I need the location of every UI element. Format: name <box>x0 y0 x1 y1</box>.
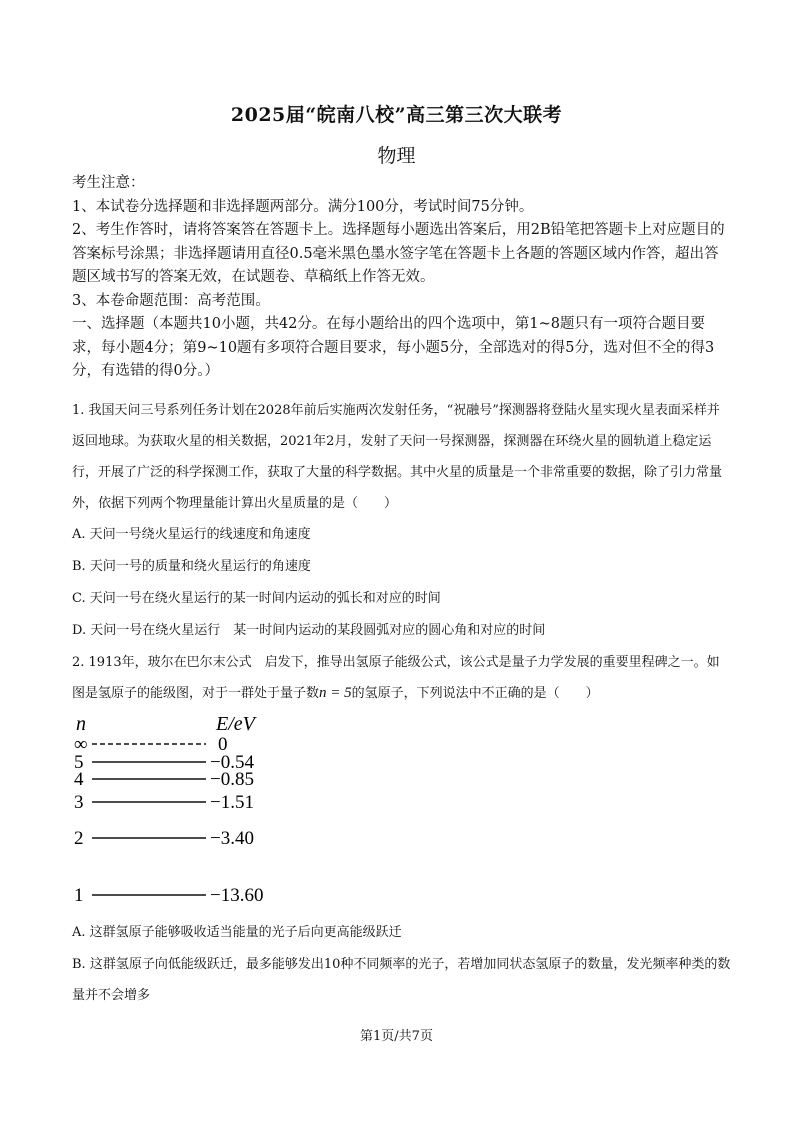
question-1-stem: 1. 我国天问三号系列任务计划在2028年前后实施两次发射任务，“祝融号”探测器将登陆火星实现火星表面采样并返回地球。为获取火星的相关数据，2021年2月，发射了天问一号探测器，探测器在环绕火星的圆轨道上稳定运行，开展了广泛的科学探测工作，获取了大量的科学数据。其中火星的质量是一个非常重要的数据，除了引力常量外，依据下列两个物理量能计算出火星质量的是（ ） <box>72 403 723 511</box>
page-number: 第1页/共7页 <box>360 1029 433 1044</box>
level-n-label: 2 <box>74 828 84 849</box>
level-energy-label: −3.40 <box>210 828 254 849</box>
level-n-label: 4 <box>74 769 84 790</box>
level-n-label: ∞ <box>74 734 88 755</box>
notice-item-2: 2、考生作答时，请将答案答在答题卡上。选择题每小题选出答案后，用2B铅笔把答题卡上对应题目的答案标号涂黑；非选择题请用直径0.5毫米黑色墨水签字笔在答题卡上各题的答题区域内作答，超出答题区域书写的答案无效，在试题卷、草稿纸上作答无效。 <box>72 222 725 285</box>
level-energy-label: 0 <box>218 734 228 755</box>
level-energy-label: −13.60 <box>210 885 264 906</box>
question-2-option-a: A. 这群氢原子能够吸收适当能量的光子后向更高能级跃迁 <box>72 925 402 940</box>
question-2-stem <box>72 647 732 709</box>
level-energy-label: −0.54 <box>210 752 254 773</box>
question-2-option-b <box>72 949 732 1011</box>
question-1-option-b: B. 天问一号的质量和绕火星运行的角速度 <box>72 559 311 574</box>
notice-block <box>72 172 732 384</box>
question-1-option-c: C. 天问一号在绕火星运行的某一时间内运动的弧长和对应的时间 <box>72 591 441 606</box>
notice-item-1: 1、本试卷分选择题和非选择题两部分。满分100分，考试时间75分钟。 <box>72 198 534 215</box>
energy-level-1 <box>74 734 228 755</box>
level-energy-label: −1.51 <box>210 792 254 813</box>
energy-level-6 <box>74 885 263 906</box>
exam-subject: 物理 <box>377 145 416 167</box>
question-1-option-a: A. 天问一号绕火星运行的线速度和角速度 <box>72 527 311 542</box>
notice-heading: 考生注意： <box>72 175 145 191</box>
section-heading: 一、选择题（本题共10小题，共42分。在每小题给出的四个选项中，第1~8题只有一项符合题目要求，每小题4分；第9~10题有多项符合题目要求，每小题5分，全部选对的得5分，选对但不全的得3分，有选错的得0分。） <box>72 316 715 379</box>
question-1 <box>72 395 732 519</box>
energy-level-5 <box>74 828 254 849</box>
exam-title: 2025届“皖南八校”高三第三次大联考 <box>230 104 563 126</box>
level-n-label: 1 <box>74 885 84 906</box>
energy-axis-label: E/eV <box>216 713 255 735</box>
n-axis-label: n <box>76 713 86 735</box>
question-2-math-n: n = 5 <box>319 685 352 701</box>
energy-level-diagram <box>72 712 292 912</box>
notice-item-3: 3、本卷命题范围：高考范围。 <box>72 292 270 309</box>
energy-levels <box>74 734 263 906</box>
level-energy-label: −0.85 <box>210 769 254 790</box>
level-n-label: 3 <box>74 792 84 813</box>
energy-level-4 <box>74 792 254 813</box>
energy-level-3 <box>74 769 254 790</box>
question-2-stem-part1: 2. 1913年，玻尔在巴尔末公式 启发下，推导出氢原子能级公式，该公式是量子力学发展的重要里程碑之一。如图是氢原子的能级图，对于一群处于量子数 <box>72 655 720 701</box>
question-1-option-d: D. 天问一号在绕火星运行 某一时间内运动的某段圆弧对应的圆心角和对应的时间 <box>72 623 546 638</box>
level-n-label: 5 <box>74 752 84 773</box>
question-2-option-b-text: B. 这群氢原子向低能级跃迁，最多能够发出10种不同频率的光子，若增加同状态氢原子的数量，发光频率种类的数量并不会增多 <box>72 957 731 1003</box>
question-2-stem-part2: 的氢原子，下列说法中不正确的是（ ） <box>351 686 599 701</box>
question-2 <box>72 647 732 709</box>
